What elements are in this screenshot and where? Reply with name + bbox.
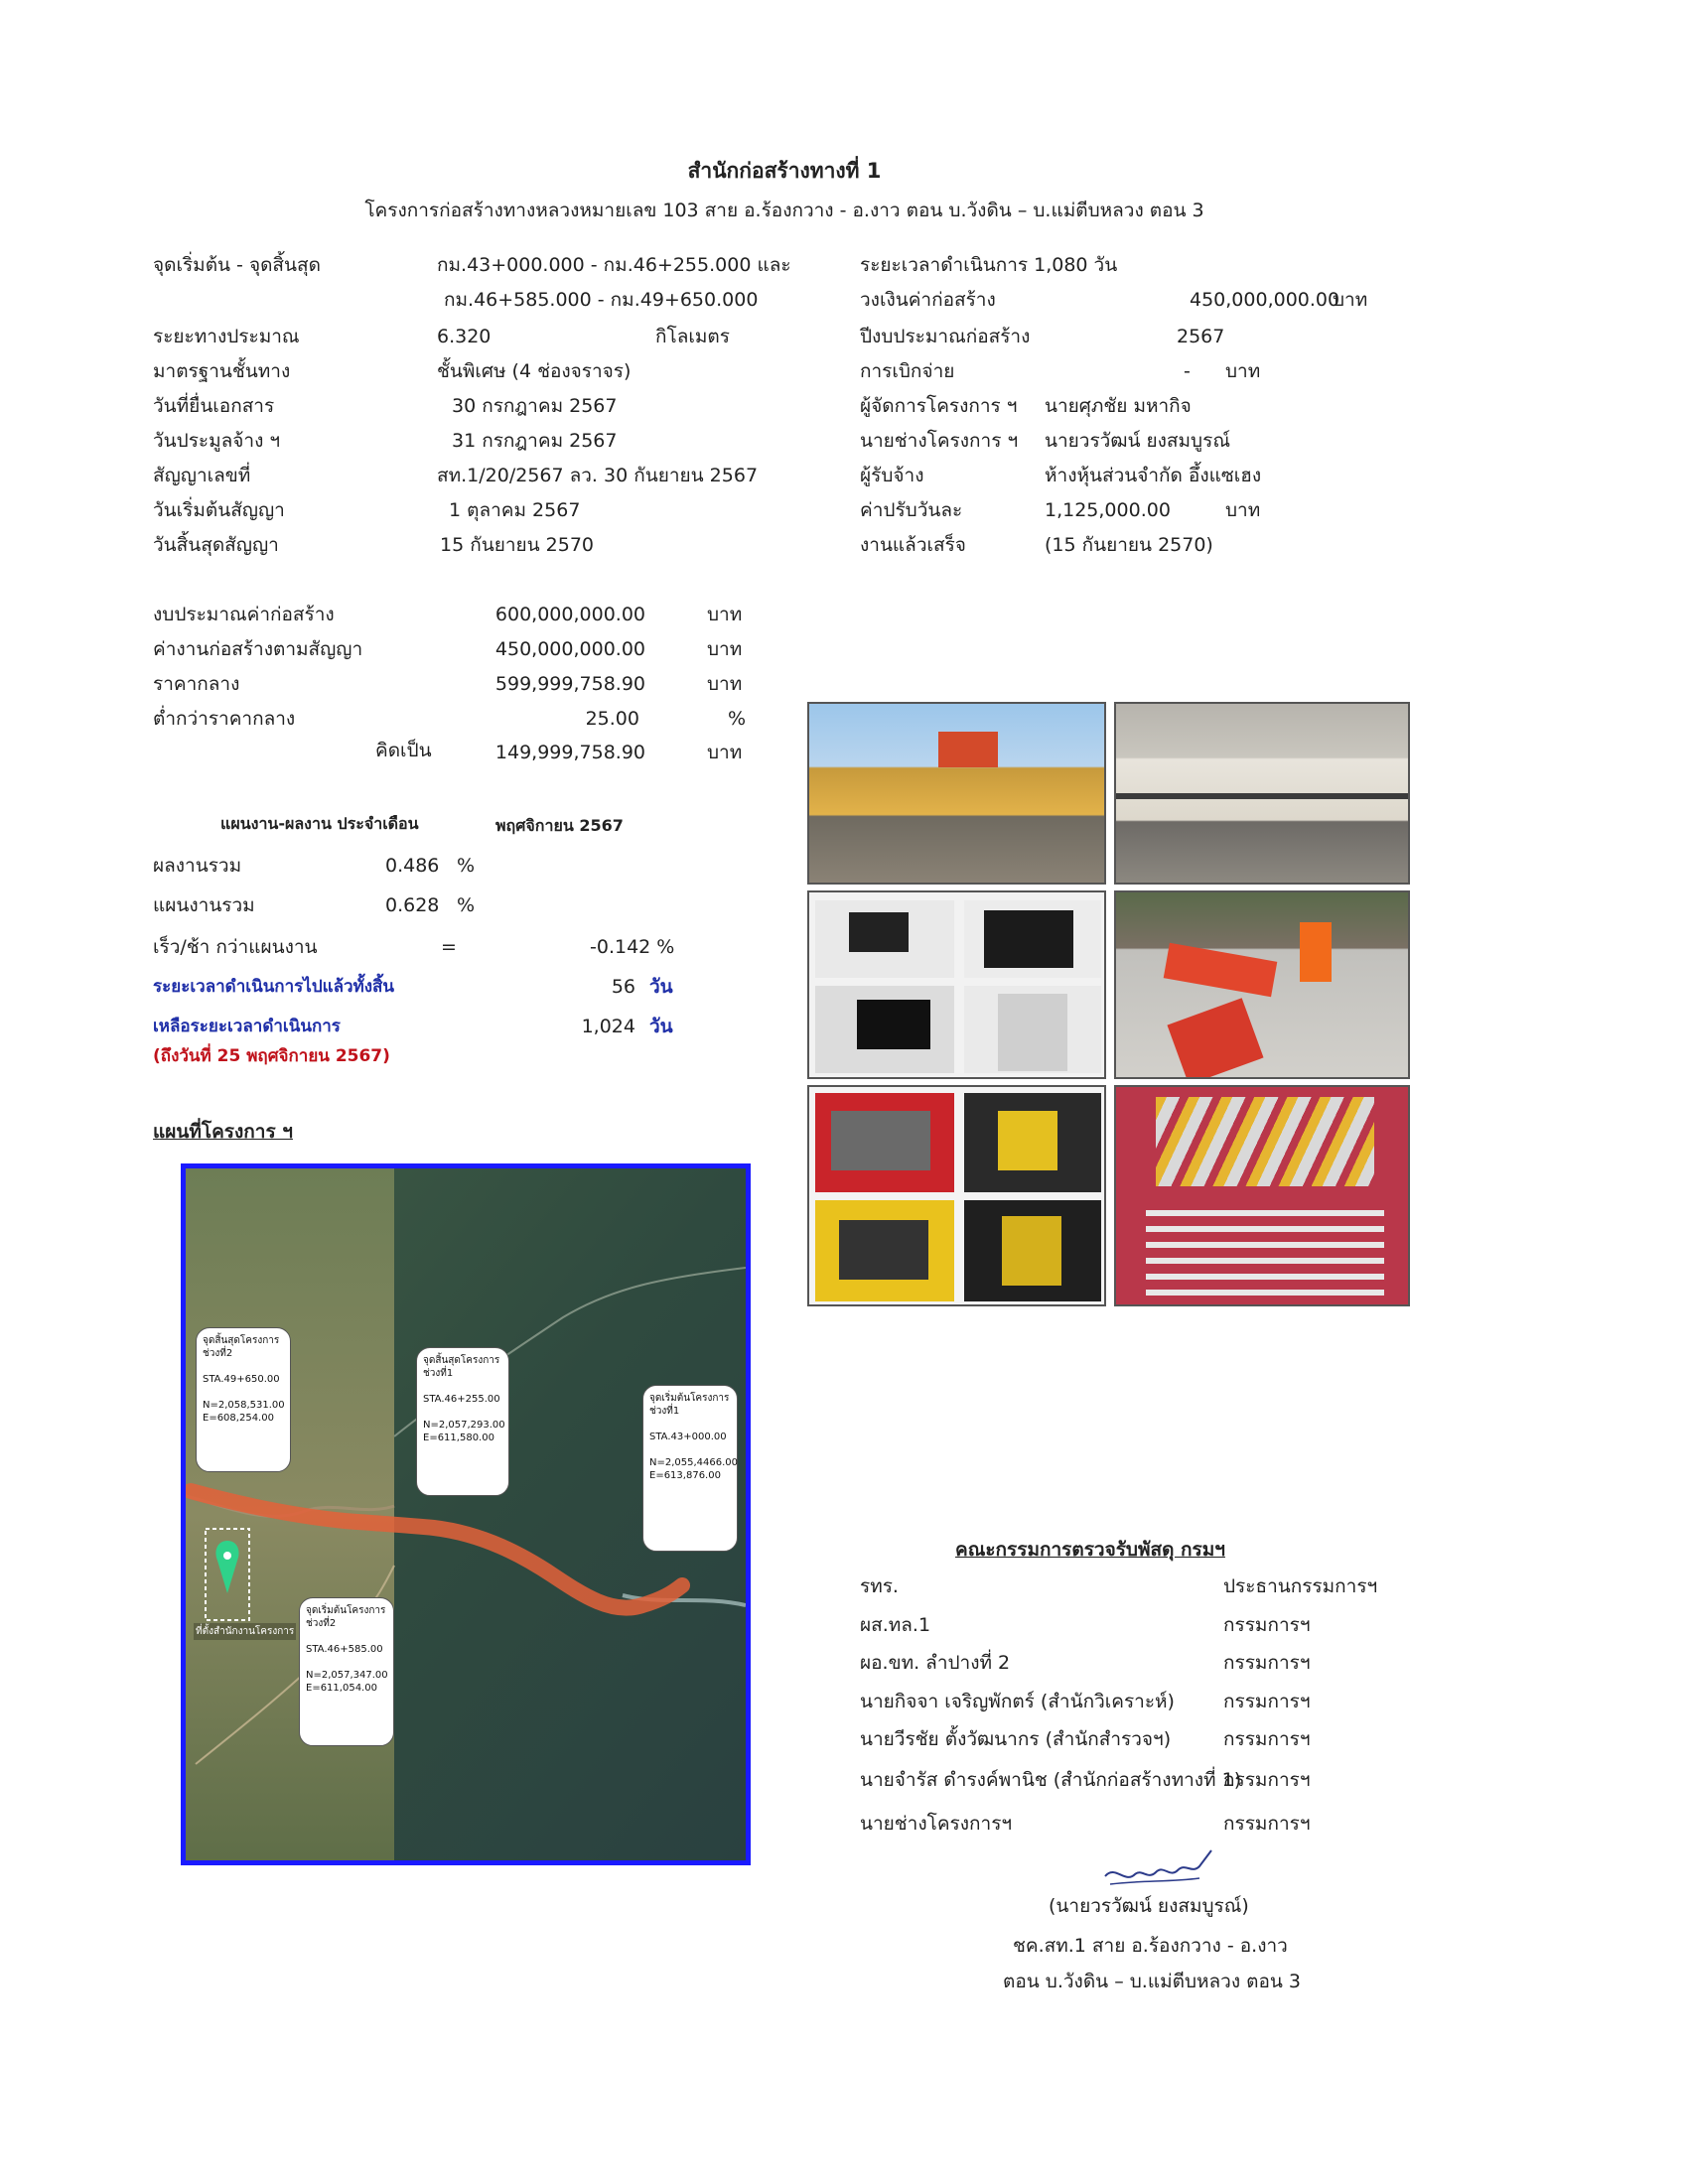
signatory-name: (นายวรวัฒน์ ยงสมบูรณ์) — [1049, 1895, 1249, 1917]
progress-unit: วัน — [649, 1016, 673, 1037]
info-value: สท.1/20/2567 ลว. 30 กันยายน 2567 — [437, 465, 759, 486]
progress-label: ผลงานรวม — [153, 855, 242, 877]
progress-value: 56 — [611, 976, 635, 998]
callout-coords: N=2,057,293.00 E=611,580.00 — [423, 1420, 505, 1443]
budget-value: 25.00 — [585, 708, 639, 730]
budget-label: ต่ำกว่าราคากลาง — [153, 708, 296, 730]
page-title: สำนักก่อสร้างทางที่ 1 — [687, 159, 882, 183]
info-value: 450,000,000.00 — [1190, 289, 1340, 311]
callout-sta: STA.46+585.00 — [306, 1644, 383, 1655]
info-label: งานแล้วเสร็จ — [860, 534, 966, 556]
committee-member-role: กรรมการฯ — [1223, 1813, 1311, 1835]
info-value: - — [1184, 360, 1191, 382]
info-value: 31 กรกฎาคม 2567 — [452, 430, 618, 452]
photo-survey-tripods — [1114, 1085, 1410, 1306]
committee-member-role: กรรมการฯ — [1223, 1614, 1311, 1636]
committee-member-role: กรรมการฯ — [1223, 1728, 1311, 1750]
progress-eq: = — [441, 936, 457, 958]
info-value: 6.320 — [437, 326, 492, 347]
progress-value: 0.628 — [385, 894, 440, 916]
info-value: (15 กันยายน 2570) — [1045, 534, 1213, 556]
progress-label: แผนงานรวม — [153, 894, 255, 916]
photo-site-signs — [1114, 890, 1410, 1079]
photo-office-equipment — [807, 890, 1106, 1079]
committee-member-name: ผส.ทล.1 — [860, 1614, 931, 1636]
signatory-position: ชค.สท.1 สาย อ.ร้องกวาง - อ.งาว — [1013, 1935, 1288, 1957]
info-value: 15 กันยายน 2570 — [440, 534, 595, 556]
callout-title: จุดเริ่มต้นโครงการ ช่วงที่1 — [649, 1393, 730, 1417]
progress-value: 0.486 — [385, 855, 440, 877]
budget-unit: บาท — [707, 742, 743, 763]
budget-unit: % — [728, 708, 747, 730]
committee-member-role: กรรมการฯ — [1223, 1652, 1311, 1674]
info-label: สัญญาเลขที่ — [153, 465, 251, 486]
info-label: นายช่างโครงการ ฯ — [860, 430, 1019, 452]
photo-accommodation — [1114, 702, 1410, 885]
committee-member-name: รทร. — [860, 1575, 899, 1597]
budget-value: 600,000,000.00 — [494, 604, 645, 625]
info-value: ห้างหุ้นส่วนจำกัด อึ้งแซเฮง — [1045, 465, 1262, 486]
info-value: 30 กรกฎาคม 2567 — [452, 395, 618, 417]
map-heading: แผนที่โครงการ ฯ — [153, 1121, 293, 1143]
callout-coords: N=2,055,4466.00 E=613,876.00 — [649, 1457, 739, 1481]
project-map — [181, 1163, 751, 1865]
office-location-label: ที่ตั้งสำนักงานโครงการ — [194, 1623, 296, 1640]
progress-heading: แผนงาน-ผลงาน ประจำเดือน — [220, 814, 419, 833]
budget-unit: บาท — [707, 638, 743, 660]
budget-unit: บาท — [707, 604, 743, 625]
photo-survey-instruments — [807, 1085, 1106, 1306]
callout-coords: N=2,057,347.00 E=611,054.00 — [306, 1670, 388, 1694]
callout-title: จุดสิ้นสุดโครงการ ช่วงที่1 — [423, 1355, 500, 1379]
info-label: ระยะทางประมาณ — [153, 326, 300, 347]
info-value: 1 ตุลาคม 2567 — [449, 499, 581, 521]
progress-label: เร็ว/ช้า กว่าแผนงาน — [153, 936, 318, 958]
progress-value: 1,024 — [581, 1016, 635, 1037]
progress-value: -0.142 % — [590, 936, 675, 958]
info-value: 2567 — [1177, 326, 1225, 347]
budget-label: ราคากลาง — [153, 673, 240, 695]
info-value: นายศุภชัย มหากิจ — [1045, 395, 1192, 417]
committee-member-name: ผอ.ขท. ลำปางที่ 2 — [860, 1652, 1011, 1674]
progress-unit: % — [457, 894, 476, 916]
map-callout-end-2 — [196, 1327, 291, 1472]
info-label: วันสิ้นสุดสัญญา — [153, 534, 279, 556]
info-label: ผู้รับจ้าง — [860, 465, 924, 486]
info-unit: บาท — [1225, 499, 1261, 521]
info-unit: กิโลเมตร — [655, 326, 730, 347]
map-callout-end-1 — [416, 1347, 509, 1496]
progress-unit: % — [457, 855, 476, 877]
progress-month: พฤศจิกายน 2567 — [495, 816, 624, 835]
info-value: 1,125,000.00 — [1045, 499, 1171, 521]
info-unit: บาท — [1333, 289, 1368, 311]
callout-sta: STA.46+255.00 — [423, 1394, 500, 1405]
photo-site-office — [807, 702, 1106, 885]
info-value: ชั้นพิเศษ (4 ช่องจราจร) — [437, 360, 632, 382]
info-label: จุดเริ่มต้น - จุดสิ้นสุด — [153, 254, 321, 276]
budget-value: 450,000,000.00 — [494, 638, 645, 660]
info-label: วงเงินค่าก่อสร้าง — [860, 289, 996, 311]
info-label: วันเริ่มต้นสัญญา — [153, 499, 285, 521]
info-label: มาตรฐานชั้นทาง — [153, 360, 291, 382]
progress-label: เหลือระยะเวลาดำเนินการ — [153, 1017, 341, 1036]
info-value: กม.43+000.000 - กม.46+255.000 และ — [437, 254, 791, 276]
callout-coords: N=2,058,531.00 E=608,254.00 — [203, 1400, 285, 1424]
committee-member-name: นายวีรชัย ตั้งวัฒนากร (สำนักสำรวจฯ) — [860, 1728, 1172, 1750]
info-label: ระยะเวลาดำเนินการ 1,080 วัน — [860, 254, 1118, 276]
info-label: ผู้จัดการโครงการ ฯ — [860, 395, 1018, 417]
project-subtitle: โครงการก่อสร้างทางหลวงหมายเลข 103 สาย อ.ร้องกวาง - อ.งาว ตอน บ.วังดิน – บ.แม่ตีบหลวง ตอน 3 — [364, 200, 1204, 221]
callout-sta: STA.49+650.00 — [203, 1374, 280, 1385]
info-label: ปีงบประมาณก่อสร้าง — [860, 326, 1031, 347]
info-value: นายวรวัฒน์ ยงสมบูรณ์ — [1045, 430, 1230, 452]
progress-label: ระยะเวลาดำเนินการไปแล้วทั้งสิ้น — [153, 977, 395, 997]
callout-title: จุดสิ้นสุดโครงการ ช่วงที่2 — [203, 1335, 280, 1359]
budget-label: งบประมาณค่าก่อสร้าง — [153, 604, 335, 625]
info-label: วันที่ยื่นเอกสาร — [153, 395, 275, 417]
callout-sta: STA.43+000.00 — [649, 1432, 727, 1442]
committee-member-name: นายช่างโครงการฯ — [860, 1813, 1013, 1835]
committee-member-name: นายกิจจา เจริญพักตร์ (สำนักวิเคราะห์) — [860, 1691, 1175, 1712]
committee-member-role: กรรมการฯ — [1223, 1691, 1311, 1712]
info-label: การเบิกจ่าย — [860, 360, 955, 382]
info-label: ค่าปรับวันละ — [860, 499, 963, 521]
info-value: กม.46+585.000 - กม.49+650.000 — [444, 289, 759, 311]
committee-heading: คณะกรรมการตรวจรับพัสดุ กรมฯ — [955, 1539, 1225, 1561]
budget-unit: บาท — [707, 673, 743, 695]
handwritten-signature — [1100, 1844, 1219, 1894]
signatory-section: ตอน บ.วังดิน – บ.แม่ตีบหลวง ตอน 3 — [1003, 1971, 1302, 1992]
progress-unit: วัน — [649, 976, 673, 998]
progress-date-note: (ถึงวันที่ 25 พฤศจิกายน 2567) — [153, 1046, 390, 1066]
budget-label: คิดเป็น — [375, 740, 432, 761]
info-unit: บาท — [1225, 360, 1261, 382]
budget-value: 599,999,758.90 — [494, 673, 645, 695]
budget-value: 149,999,758.90 — [494, 742, 645, 763]
committee-member-role: กรรมการฯ — [1223, 1769, 1311, 1791]
callout-title: จุดเริ่มต้นโครงการ ช่วงที่2 — [306, 1605, 386, 1629]
committee-member-name: นายจำรัส ดำรงค์พานิช (สำนักก่อสร้างทางที่ 1) — [860, 1769, 1242, 1791]
budget-label: ค่างานก่อสร้างตามสัญญา — [153, 638, 363, 660]
map-callout-start-2 — [299, 1597, 394, 1746]
committee-member-role: ประธานกรรมการฯ — [1223, 1575, 1378, 1597]
map-callout-start-1 — [642, 1385, 738, 1552]
info-label: วันประมูลจ้าง ฯ — [153, 430, 281, 452]
